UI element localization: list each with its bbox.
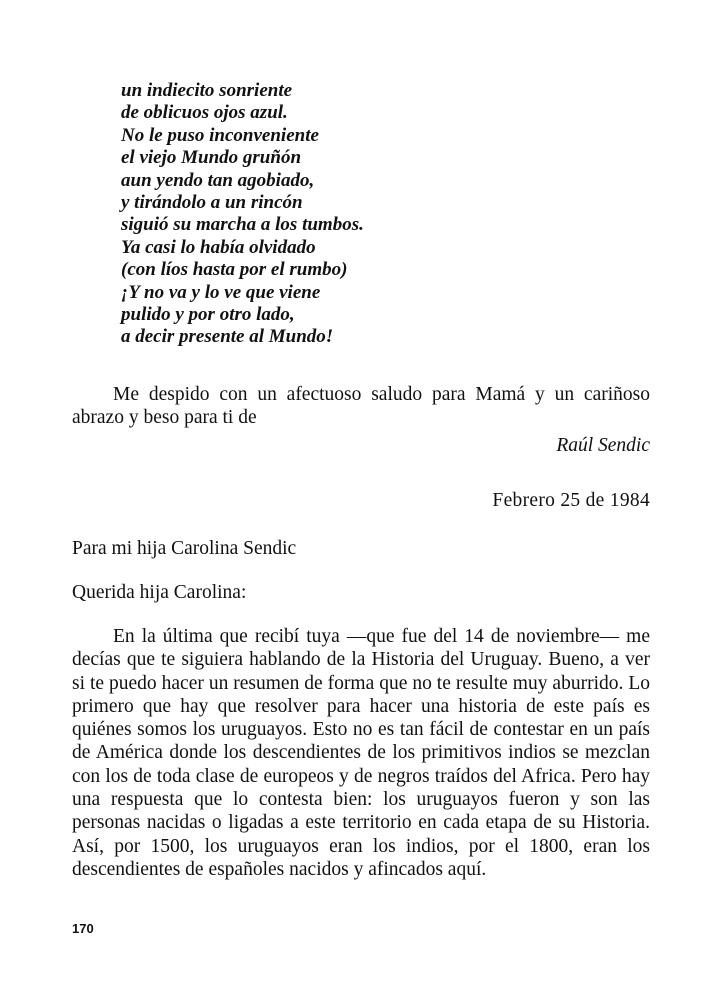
poem-line: de oblicuos ojos azul. [121, 102, 288, 124]
poem-line: a decir presente al Mundo! [121, 326, 334, 348]
poem-line: ¡Y no va y lo ve que viene [121, 281, 321, 303]
poem-line: y tirándolo a un rincón [121, 192, 303, 214]
salutation: Querida hija Carolina: [72, 582, 247, 603]
signature: Raúl Sendic [556, 435, 650, 456]
poem-stanza [121, 80, 461, 349]
letter-body-paragraph: En la última que recibí tuya —que fue del 14 de noviembre— me decías que te siguiera hablando de la Historia del Uruguay. Bueno, a ver si te puedo hacer un resumen de forma que no te resulte muy aburrido. Lo primero que hay que resolver para hacer una historia de este país es quiénes somos los uruguayos. Esto no es tan fácil de contestar en un país de América donde los descendientes de los primitivos indios se mezclan con los de toda clase de europeos y de negros traídos del Africa. Pero hay una respuesta que lo contesta bien: los uruguayos fueron y son las personas nacidas o ligadas a este territorio en cada etapa de su Historia. Así, por 1500, los uruguayos eran los indios, por el 1800, eran los descendientes de españoles nacidos y afincados aquí. [72, 626, 650, 880]
page-number: 170 [72, 921, 94, 936]
poem-line: siguió su marcha a los tumbos. [121, 214, 364, 236]
poem-line: Ya casi lo había olvidado [121, 236, 316, 258]
dedication-line: Para mi hija Carolina Sendic [72, 538, 297, 559]
poem-line: el viejo Mundo gruñón [121, 147, 302, 169]
letter-date: Febrero 25 de 1984 [492, 490, 650, 511]
poem-line: pulido y por otro lado, [121, 304, 295, 326]
poem-line: aun yendo tan agobiado, [121, 169, 315, 191]
poem-line: No le puso inconveniente [121, 124, 319, 146]
poem-line: un indiecito sonriente [121, 80, 293, 101]
farewell-paragraph: Me despido con un afectuoso saludo para Mamá y un cariñoso abrazo y beso para ti de [72, 384, 650, 429]
poem-line: (con líos hasta por el rumbo) [121, 259, 348, 281]
